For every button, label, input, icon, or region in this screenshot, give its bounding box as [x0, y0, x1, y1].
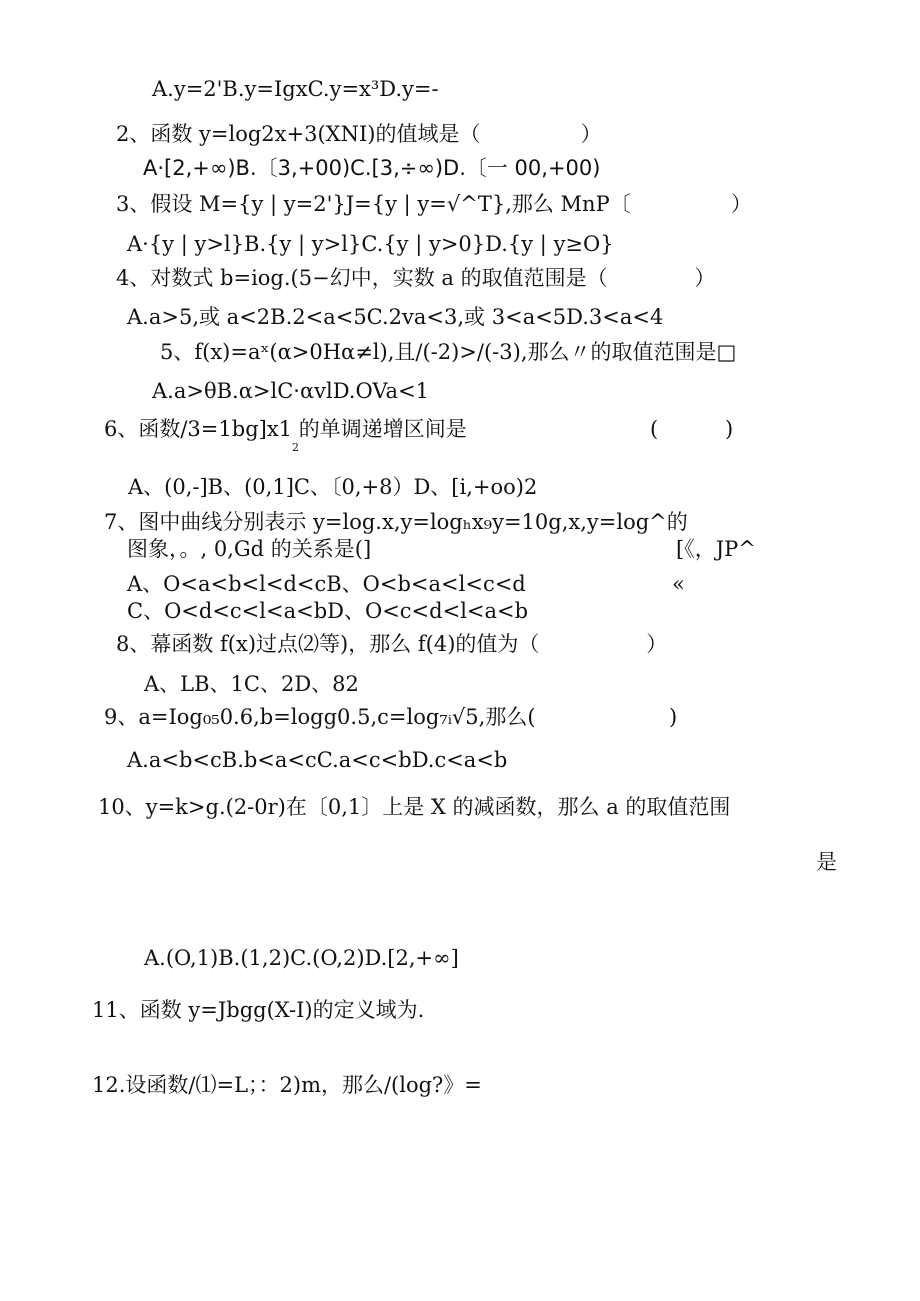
q11-stem: 11、函数 y=Jbgg(X-I)的定义域为. [92, 998, 425, 1022]
q3-stem: 3、假设 M={y | y=2'}J={y | y=√^T},那么 MnP〔 ） [116, 192, 752, 216]
q6-options: A、(0,-]B、(0,1]C、〔0,+8）D、[i,+oo)2 [128, 475, 538, 499]
q4-options: A.a>5,或 a<2B.2<a<5C.2va<3,或 3<a<5D.3<a<4 [127, 305, 664, 329]
q5-stem: 5、f(x)=aˣ(α>0Hα≠l),且/(-2)>/(-3),那么〃的取值范围是□ [160, 340, 737, 364]
q6-stem: 6、函数/3=1bg]x1 的单调递增区间是 [104, 417, 467, 441]
q6-subscript: 2 [292, 441, 299, 454]
q7-stem: 7、图中曲线分别表示 y=log.x,y=logₕx₉y=10g,x,y=log^的 [104, 510, 688, 534]
q10-stem: 10、y=k>g.(2-0r)在〔0,1〕上是 X 的减函数，那么 a 的取值范围 [98, 795, 731, 819]
q7-stem-cont: 图象，。, 0,Gd 的关系是(] [127, 537, 372, 561]
q7-options-ab: A、O<a<b<l<d<cB、O<b<a<l<c<d [127, 572, 526, 596]
q7-options-cd: C、O<d<c<l<a<bD、O<c<d<l<a<b [127, 599, 529, 623]
q7-figure-mark: « [672, 572, 685, 596]
q8-stem: 8、幕函数 f(x)过点⑵等)，那么 f(4)的值为（ ） [116, 632, 668, 656]
q7-figure-label: [《，JP^ [676, 537, 756, 561]
q2-stem: 2、函数 y=log2x+3(XNI)的值域是（ ） [116, 122, 602, 146]
q2-options: A·[2,+∞)B.〔3,+00)C.[3,÷∞)D.〔一 00,+00) [143, 156, 601, 180]
q5-options: A.a>θB.α>lC·αvlD.OVa<1 [152, 379, 430, 403]
q1-options: A.y=2'B.y=IgxC.y=x³D.y=- [152, 77, 439, 101]
q10-options: A.(O,1)B.(1,2)C.(O,2)D.[2,+∞] [144, 946, 459, 970]
q10-stem-cont: 是 [816, 850, 837, 874]
q9-stem: 9、a=Iog₀₅0.6,b=logg0.5,c=log₇ᵢ√5,那么( ) [104, 705, 678, 729]
q9-options: A.a<b<cB.b<a<cC.a<c<bD.c<a<b [127, 748, 508, 772]
q8-options: A、LB、1C、2D、82 [144, 672, 359, 696]
q4-stem: 4、对数式 b=iog.(5−幻中，实数 a 的取值范围是（ ） [116, 266, 716, 290]
q6-answer-bracket: ( ) [650, 417, 734, 441]
q12-stem: 12.设函数/⑴=L；：2)m，那么/(log?》= [92, 1073, 482, 1097]
q3-options: A·{y | y>l}B.{y | y>l}C.{y | y>0}D.{y | y≥O} [127, 232, 614, 256]
